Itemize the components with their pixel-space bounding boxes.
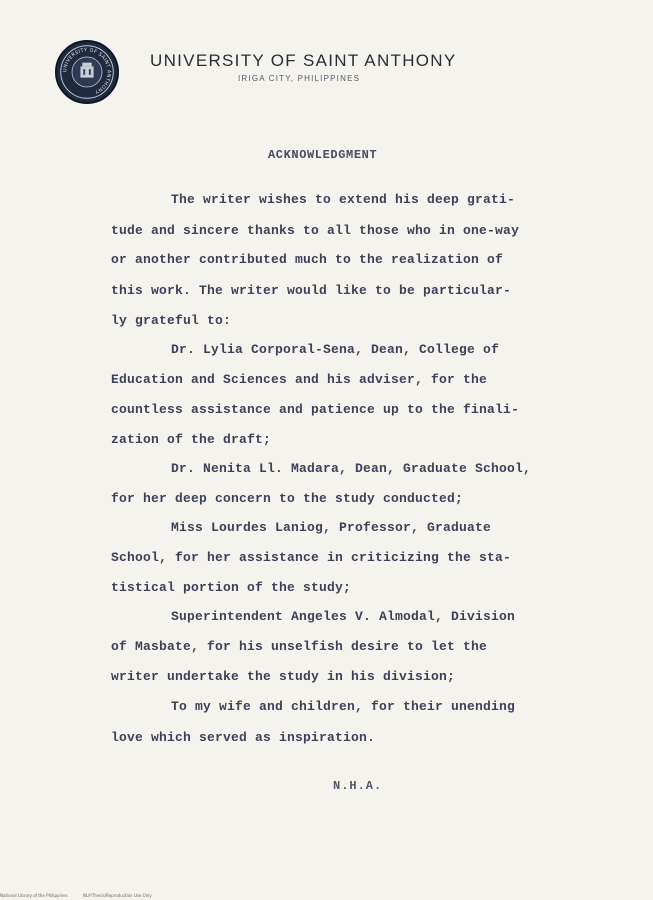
text-line: for her deep concern to the study conducted; bbox=[111, 491, 464, 506]
author-initials: N.H.A. bbox=[333, 779, 383, 793]
text-line: this work. The writer would like to be particular- bbox=[111, 283, 512, 298]
text-line: love which served as inspiration. bbox=[111, 730, 376, 745]
text-line: zation of the draft; bbox=[111, 432, 272, 447]
document-title: ACKNOWLEDGMENT bbox=[268, 148, 378, 162]
university-seal bbox=[55, 40, 119, 104]
university-name: UNIVERSITY OF SAINT ANTHONY bbox=[150, 51, 457, 70]
text-line: tistical portion of the study; bbox=[111, 580, 352, 595]
footer-right: NLP/Thesis/Reproduction Use Only bbox=[83, 893, 152, 898]
text-line: The writer wishes to extend his deep grati- bbox=[171, 192, 516, 207]
text-line: or another contributed much to the realization of bbox=[111, 252, 504, 267]
text-line: To my wife and children, for their unending bbox=[171, 699, 516, 714]
text-line: tude and sincere thanks to all those who in one-way bbox=[111, 223, 520, 238]
page-footer bbox=[0, 893, 166, 898]
text-line: of Masbate, for his unselfish desire to let the bbox=[111, 639, 488, 654]
footer-left: National Library of the Philippines bbox=[0, 893, 68, 898]
text-line: Dr. Nenita Ll. Madara, Dean, Graduate School, bbox=[171, 461, 532, 476]
text-line: Education and Sciences and his adviser, for the bbox=[111, 372, 488, 387]
seal-text: UNIVERSITY OF SAINT ANTHONY bbox=[62, 47, 112, 95]
university-location: IRIGA CITY, PHILIPPINES bbox=[238, 74, 361, 83]
text-line: countless assistance and patience up to the finali- bbox=[111, 402, 520, 417]
text-line: ly grateful to: bbox=[111, 313, 232, 328]
text-line: School, for her assistance in criticizing the sta- bbox=[111, 550, 512, 565]
text-line: Superintendent Angeles V. Almodal, Division bbox=[171, 609, 516, 624]
text-line: Miss Lourdes Laniog, Professor, Graduate bbox=[171, 520, 492, 535]
text-line: writer undertake the study in his division; bbox=[111, 669, 456, 684]
text-line: Dr. Lylia Corporal-Sena, Dean, College of bbox=[171, 342, 500, 357]
